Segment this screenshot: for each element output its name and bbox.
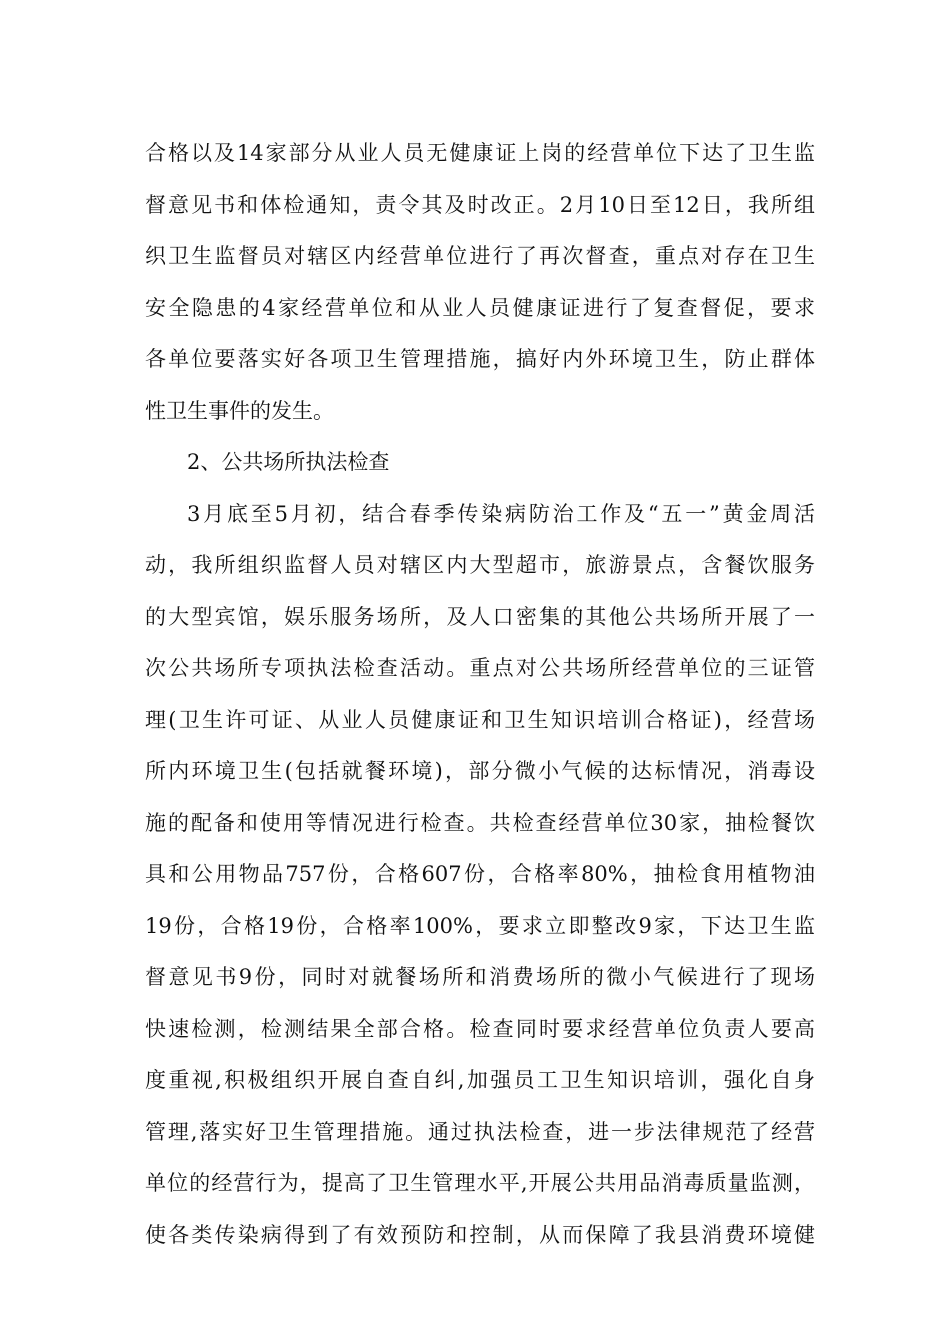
text-line: 各单位要落实好各项卫生管理措施，搞好内外环境卫生，防止群体 bbox=[145, 347, 815, 371]
text-line: 督意见书9份，同时对就餐场所和消费场所的微小气候进行了现场 bbox=[145, 965, 815, 989]
section-heading: 2、公共场所执法检查 bbox=[187, 450, 390, 474]
text-line: 度重视,积极组织开展自查自纠,加强员工卫生知识培训，强化自身 bbox=[145, 1068, 815, 1092]
text-line: 快速检测，检测结果全部合格。检查同时要求经营单位负责人要高 bbox=[145, 1016, 815, 1041]
text-line: 性卫生事件的发生。 bbox=[145, 398, 334, 423]
text-line: 督意见书和体检通知，责令其及时改正。2月10日至12日，我所组 bbox=[145, 192, 815, 217]
text-line: 3月底至5月初，结合春季传染病防治工作及“五一”黄金周活 bbox=[187, 501, 815, 526]
text-line: 的大型宾馆，娱乐服务场所，及人口密集的其他公共场所开展了一 bbox=[145, 604, 815, 629]
text-line: 理(卫生许可证、从业人员健康证和卫生知识培训合格证)，经营场 bbox=[145, 707, 815, 732]
text-line: 具和公用物品757份，合格607份，合格率80%，抽检食用植物油 bbox=[145, 862, 815, 886]
text-line: 次公共场所专项执法检查活动。重点对公共场所经营单位的三证管 bbox=[145, 656, 815, 680]
text-line: 安全隐患的4家经营单位和从业人员健康证进行了复查督促，要求 bbox=[145, 295, 815, 320]
text-line: 单位的经营行为，提高了卫生管理水平,开展公共用品消毒质量监测， bbox=[145, 1171, 815, 1195]
text-line: 19份，合格19份，合格率100%，要求立即整改9家，下达卫生监 bbox=[145, 913, 815, 938]
text-line: 使各类传染病得到了有效预防和控制，从而保障了我县消费环境健 bbox=[145, 1222, 815, 1247]
text-line: 织卫生监督员对辖区内经营单位进行了再次督查，重点对存在卫生 bbox=[145, 244, 815, 268]
text-line: 管理,落实好卫生管理措施。通过执法检查，进一步法律规范了经营 bbox=[145, 1119, 815, 1144]
text-line: 所内环境卫生(包括就餐环境)，部分微小气候的达标情况，消毒设 bbox=[145, 759, 815, 783]
text-line: 动，我所组织监督人员对辖区内大型超市，旅游景点，含餐饮服务 bbox=[145, 553, 815, 577]
text-line: 合格以及14家部分从业人员无健康证上岗的经营单位下达了卫生监 bbox=[145, 141, 815, 165]
document-body bbox=[145, 128, 815, 1261]
text-line: 施的配备和使用等情况进行检查。共检查经营单位30家，抽检餐饮 bbox=[145, 810, 815, 835]
